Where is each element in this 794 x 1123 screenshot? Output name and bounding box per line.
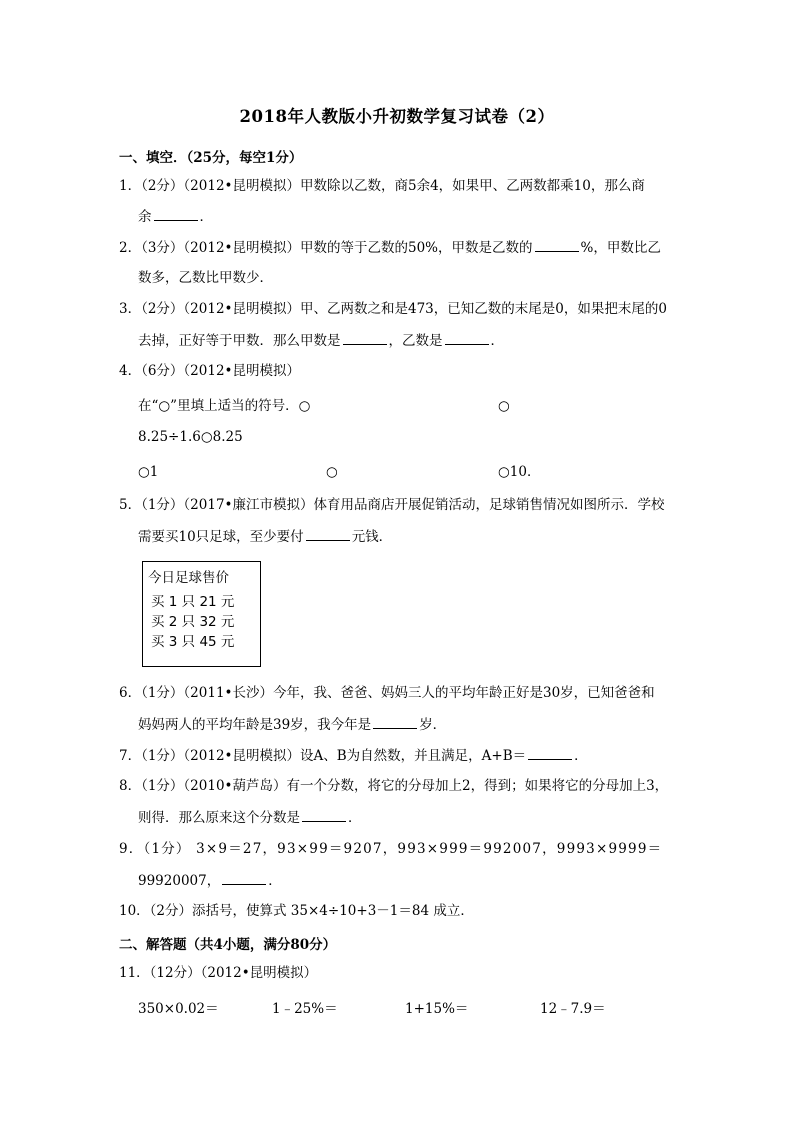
question-3-text-a: 去掉，正好等于甲数．那么甲数是 xyxy=(138,333,341,349)
answer-blank[interactable] xyxy=(373,714,417,729)
question-10-line-1: 10．（2分）添括号，使算式 35×4÷10+3－1＝84 成立． xyxy=(119,903,474,919)
question-7-line-1 xyxy=(119,745,684,766)
price-box-title: 今日足球售价 xyxy=(148,570,229,586)
question-4-line-1: 4．（6分）（2012•昆明模拟） xyxy=(119,363,300,379)
question-3-text-c: ． xyxy=(490,333,504,349)
answer-blank[interactable] xyxy=(302,807,346,822)
question-7-text-b: ． xyxy=(574,748,588,764)
question-5-line-1: 5．（1分）（2017•廉江市模拟）体育用品商店开展促销活动，足球销售情况如图所示．学校 xyxy=(119,497,665,513)
question-5-text-a: 需要买10只足球，至少要付 xyxy=(138,529,304,545)
question-2-text-b: %，甲数比乙 xyxy=(580,240,661,256)
question-4-item-a[interactable]: ○1 xyxy=(138,464,159,480)
question-6-text-a: 妈妈两人的平均年龄是39岁，我今年是 xyxy=(138,717,372,733)
question-5-line-2 xyxy=(138,526,684,547)
answer-blank[interactable] xyxy=(445,330,489,345)
question-8-text-a: 则得．那么原来这个分数是 xyxy=(138,810,300,826)
question-4-line-2: 在“○”里填上适当的符号．○ xyxy=(138,398,311,414)
question-9-line-2 xyxy=(138,870,684,891)
question-7-text-a: 7．（1分）（2012•昆明模拟）设A、B为自然数，并且满足，A+B＝ xyxy=(119,748,527,764)
calc-item-3: 1+15%＝ xyxy=(405,1001,469,1017)
question-1-line-2 xyxy=(138,206,684,227)
answer-blank[interactable] xyxy=(528,745,572,760)
question-2-text-a: 2．（3分）（2012•昆明模拟）甲数的等于乙数的50%，甲数是乙数的 xyxy=(119,240,533,256)
question-6-line-2 xyxy=(138,714,684,735)
question-6-line-1: 6．（1分）（2011•长沙）今年，我、爸爸、妈妈三人的平均年龄正好是30岁，已知爸爸和 xyxy=(119,685,655,701)
question-3-line-1: 3．（2分）（2012•昆明模拟）甲、乙两数之和是473，已知乙数的末尾是0，如果把末尾的0 xyxy=(119,301,667,317)
answer-blank[interactable] xyxy=(154,206,198,221)
question-1-text-b: ． xyxy=(199,209,213,225)
question-3-line-2 xyxy=(138,330,684,351)
football-price-box xyxy=(142,561,261,667)
exam-title: 2018年人教版小升初数学复习试卷（2） xyxy=(239,107,555,126)
price-row-1: 买 1 只 21 元 xyxy=(151,594,235,610)
question-2-line-1 xyxy=(119,237,684,258)
section-problems-heading: 二、解答题（共4小题，满分80分） xyxy=(119,937,337,953)
question-11-line-1: 11．（12分）（2012•昆明模拟） xyxy=(119,965,318,981)
question-8-line-1: 8．（1分）（2010•葫芦岛）有一个分数，将它的分母加上2，得到；如果将它的分母加上3， xyxy=(119,778,669,794)
question-8-line-2 xyxy=(138,807,684,828)
question-9-text-a: 99920007， xyxy=(138,873,221,889)
answer-blank[interactable] xyxy=(222,870,266,885)
question-4-item-b[interactable]: ○ xyxy=(326,464,338,480)
answer-blank[interactable] xyxy=(535,237,579,252)
question-4-line-3: 8.25÷1.6○8.25 xyxy=(138,429,243,445)
question-4-circle-slot[interactable]: ○ xyxy=(498,398,510,414)
price-row-2: 买 2 只 32 元 xyxy=(151,614,235,630)
question-4-item-c[interactable]: ○10． xyxy=(498,464,541,480)
section-fill-in-heading: 一、填空．（25分，每空1分） xyxy=(119,150,303,166)
question-5-text-b: 元钱． xyxy=(351,529,393,545)
question-1-text-a: 余 xyxy=(138,209,152,225)
question-6-text-b: 岁． xyxy=(419,717,447,733)
question-1-line-1: 1．（2分）（2012•昆明模拟）甲数除以乙数，商5余4，如果甲、乙两数都乘10，那么商 xyxy=(119,178,645,194)
calc-item-4: 12﹣7.9＝ xyxy=(540,1001,606,1017)
question-8-text-b: ． xyxy=(348,810,362,826)
answer-blank[interactable] xyxy=(306,526,350,541)
price-row-3: 买 3 只 45 元 xyxy=(151,634,235,650)
question-9-line-1: 9．（1分） 3×9＝27，93×99＝9207，993×999＝992007，9993×9999＝ xyxy=(119,841,663,857)
calc-item-1: 350×0.02＝ xyxy=(138,1001,219,1017)
question-9-text-b: ． xyxy=(268,873,282,889)
question-3-text-b: ，乙数是 xyxy=(388,333,443,349)
calc-item-2: 1﹣25%＝ xyxy=(272,1001,338,1017)
question-2-line-2: 数多，乙数比甲数少． xyxy=(138,270,273,286)
answer-blank[interactable] xyxy=(343,330,387,345)
